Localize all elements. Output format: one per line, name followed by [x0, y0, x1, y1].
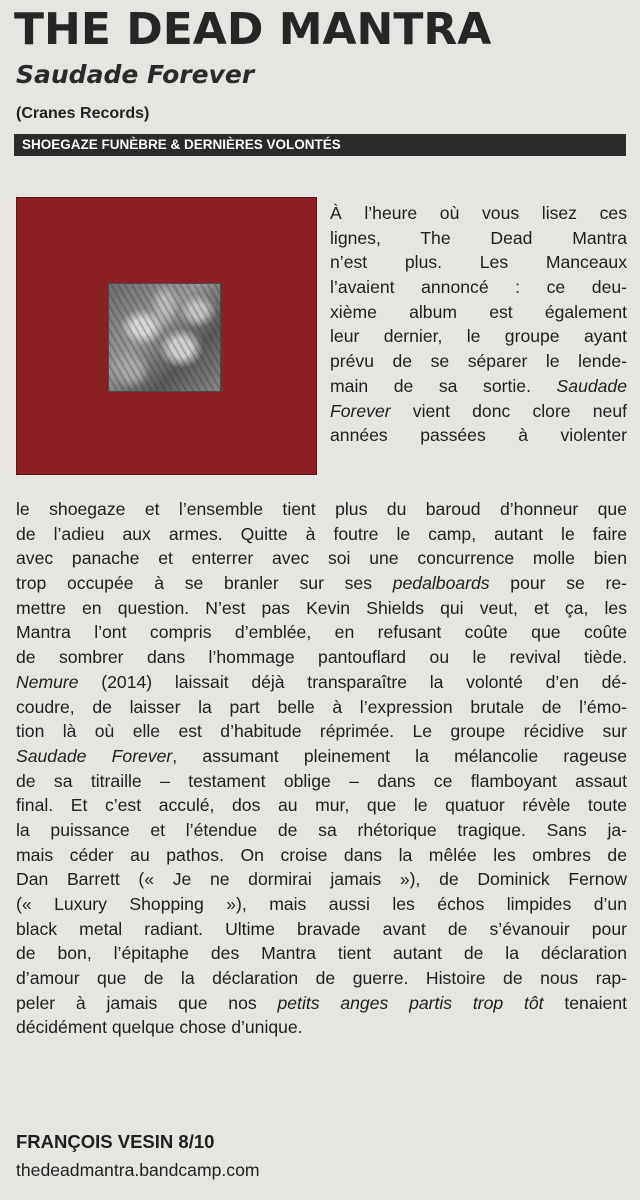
text-segment: lignes, The Dead Mantra	[330, 227, 627, 248]
author-signature-rating: FRANÇOIS VESIN 8/10	[16, 1131, 215, 1152]
text-segment: black metal radiant. Ultime bravade avant de s’évanouir pour	[16, 918, 627, 939]
review-line	[16, 695, 627, 720]
review-line	[16, 522, 627, 547]
text-segment: le shoegaze et l’ensemble tient plus du baroud d’honneur que	[16, 499, 627, 519]
text-segment: main de sa sortie.	[330, 375, 557, 396]
review-line	[330, 349, 627, 374]
review-text-side	[330, 201, 627, 448]
cover-artwork-image	[108, 283, 221, 392]
review-line	[16, 917, 627, 942]
text-segment: À l’heure où vous lisez ces	[330, 203, 627, 223]
text-segment: de l’adieu aux armes. Quitte à foutre le camp, autant le faire	[16, 523, 627, 544]
text-segment: trop occupée à se branler sur ses	[16, 573, 393, 594]
review-line	[16, 793, 627, 818]
italic-text: petits anges partis trop tôt	[277, 992, 544, 1013]
text-segment: la puissance et l’étendue de sa rhétorique tragique. Sans ja-	[16, 819, 627, 840]
text-segment: tion là où elle est d’habitude réprimée. Le groupe récidive sur	[16, 721, 627, 742]
text-segment: avec panache et enterrer avec soi une concurrence molle bien	[16, 548, 627, 569]
review-line	[16, 497, 627, 522]
review-line	[16, 1015, 627, 1040]
text-segment: vient donc clore neuf	[390, 400, 627, 421]
review-line	[330, 201, 627, 226]
text-segment: , assumant pleinement la mélancolie rageuse	[172, 745, 627, 766]
band-website: thedeadmantra.bandcamp.com	[16, 1160, 260, 1180]
text-segment: coudre, de laisser la part belle à l’expression brutale de l’émo-	[16, 696, 627, 717]
text-segment: pour se re-	[489, 573, 627, 594]
review-text-main	[16, 497, 627, 1040]
review-line	[330, 275, 627, 300]
band-name: THE DEAD MANTRA	[14, 4, 492, 55]
review-line	[16, 769, 627, 794]
text-segment: leur dernier, le groupe ayant	[330, 326, 627, 347]
review-line	[330, 300, 627, 325]
review-line	[16, 744, 627, 769]
text-segment: d’amour que de la déclaration de guerre. Histoire de nous rap-	[16, 968, 627, 989]
text-segment: mettre en question. N’est pas Kevin Shields qui veut, et ça, les	[16, 597, 627, 618]
review-line	[330, 250, 627, 275]
text-segment: (« Luxury Shopping »), mais aussi les échos limpides d’un	[16, 894, 627, 914]
text-segment: xième album est également	[330, 301, 627, 322]
text-segment: l’avaient annoncé : ce deu-	[330, 277, 627, 298]
text-segment: de sa titraille – testament oblige – dans ce flamboyant assaut	[16, 770, 627, 791]
record-label: (Cranes Records)	[16, 105, 150, 122]
text-segment: de bon, l’épitaphe des Mantra tient autant de la déclaration	[16, 943, 627, 964]
text-segment: n’est plus. Les Manceaux	[330, 252, 627, 273]
text-segment: mais céder au pathos. On croise dans la mêlée les ombres de	[16, 844, 627, 865]
text-segment: tenaient	[543, 992, 627, 1013]
italic-text: Saudade	[556, 375, 627, 396]
review-line	[16, 719, 627, 744]
review-line	[330, 374, 627, 399]
italic-text: Nemure	[16, 671, 79, 692]
review-line	[330, 399, 627, 424]
genre-banner: SHOEGAZE FUNÈBRE & DERNIÈRES VOLONTÉS	[14, 134, 626, 156]
text-segment: années passées à violenter	[330, 425, 627, 446]
review-line	[16, 818, 627, 843]
italic-text: Saudade Forever	[16, 745, 173, 766]
review-line	[16, 867, 627, 892]
review-line	[330, 423, 627, 448]
text-segment: Mantra l’ont compris d’emblée, en refusant coûte que coûte	[16, 622, 627, 643]
review-line	[330, 226, 627, 251]
text-segment: peler à jamais que nos	[16, 992, 278, 1013]
text-segment: final. Et c’est acculé, dos au mur, que le quatuor révèle toute	[16, 795, 627, 816]
review-line	[16, 991, 627, 1016]
review-line	[16, 966, 627, 991]
review-line	[16, 941, 627, 966]
italic-text: pedalboards	[392, 573, 490, 594]
text-segment: (2014) laissait déjà transparaître la volonté d’en dé-	[78, 671, 627, 692]
italic-text: Forever	[330, 400, 391, 421]
review-line	[16, 571, 627, 596]
text-segment: Dan Barrett (« Je ne dormirai jamais »), de Dominick Fernow	[16, 869, 627, 890]
text-segment: décidément quelque chose d’unique.	[16, 1017, 303, 1038]
review-line	[16, 620, 627, 645]
review-line	[16, 546, 627, 571]
review-line	[16, 670, 627, 695]
review-line	[330, 324, 627, 349]
album-title: Saudade Forever	[16, 60, 255, 89]
review-line	[16, 892, 627, 917]
review-line	[16, 596, 627, 621]
album-cover	[16, 197, 317, 475]
text-segment: de sombrer dans l’hommage pantouflard ou le revival tiède.	[16, 647, 627, 668]
review-line	[16, 843, 627, 868]
review-line	[16, 645, 627, 670]
text-segment: prévu de se séparer le lende-	[330, 351, 627, 372]
